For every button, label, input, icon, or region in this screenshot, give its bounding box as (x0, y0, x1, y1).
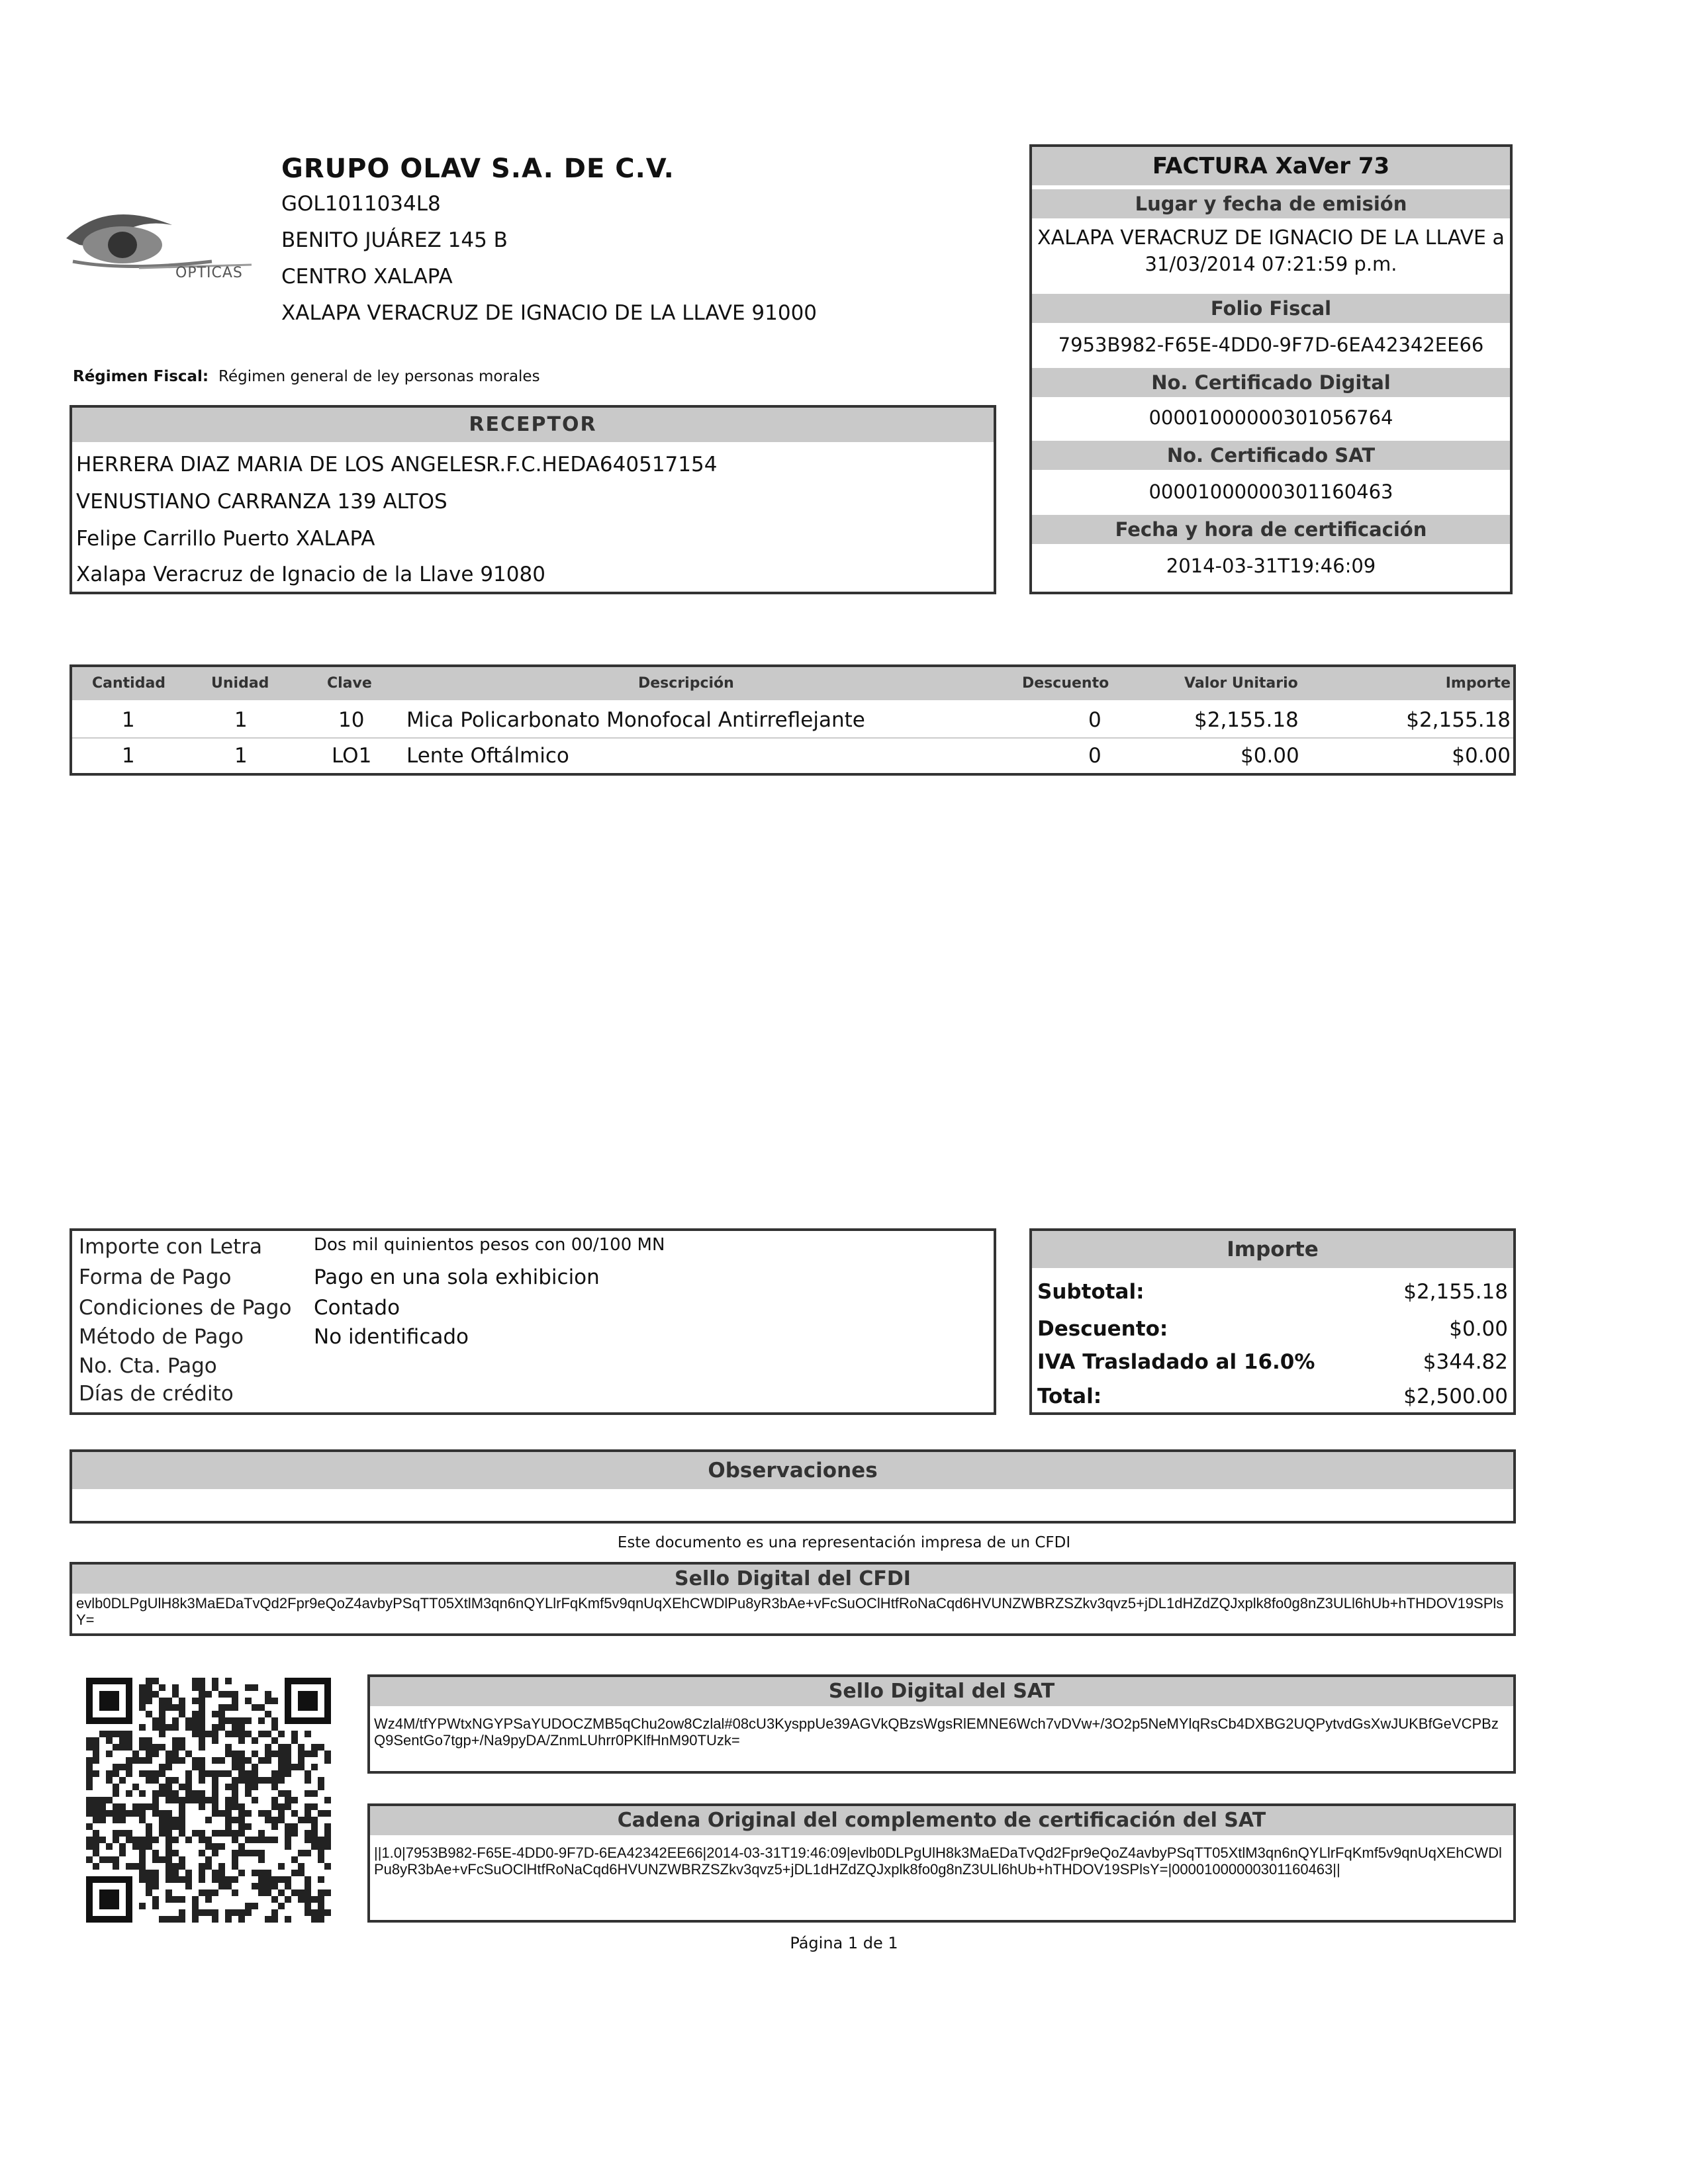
receptor-rfc: R.F.C.HEDA640517154 (486, 453, 718, 477)
descuento-label: Descuento: (1037, 1317, 1168, 1341)
metodo-label: Método de Pago (79, 1325, 244, 1349)
header-descripcion: Descripción (638, 675, 734, 692)
header-unidad: Unidad (211, 675, 269, 692)
cert-sat-label: No. Certificado SAT (1032, 441, 1510, 470)
importe-title: Importe (1032, 1231, 1513, 1268)
items-table (70, 664, 1516, 776)
fecha-cert-label: Fecha y hora de certificación (1032, 515, 1510, 544)
company-colony: CENTRO XALAPA (281, 265, 453, 289)
cert-digital-label: No. Certificado Digital (1032, 368, 1510, 397)
forma-value: Pago en una sola exhibicion (314, 1265, 600, 1289)
cadena-value: ||1.0|7953B982-F65E-4DD0-9F7D-6EA42342EE66|2014-03-31T19:46:09|evlb0DLPgUlH8k3MaEDaTvQd2Fpr9eQoZ4avbyPSqTT05XtlM3qn6nQYLlrFqKmf5v9qnUqXEhCWDlPu8yR3bAe+vFcSuOClHtfRoNaCqd6HVUNZWBRZSZkv3qvz5+jDL1dHZdZQJxplk8fo0g8nZ3ULl6hUb+hTHDOV19SPlsY=|00001000000301160463|| (374, 1844, 1502, 1878)
cadena-title: Cadena Original del complemento de certificación del SAT (370, 1806, 1513, 1835)
forma-label: Forma de Pago (79, 1265, 232, 1289)
cell-descripcion: Mica Policarbonato Monofocal Antirreflejante (406, 708, 865, 732)
receptor-title: RECEPTOR (72, 408, 994, 442)
lugar-line2: 31/03/2014 07:21:59 p.m. (1145, 253, 1397, 275)
company-name: GRUPO OLAV S.A. DE C.V. (281, 154, 675, 184)
payment-box (70, 1228, 996, 1415)
receptor-name: HERRERA DIAZ MARIA DE LOS ANGELES (76, 453, 487, 477)
header-cantidad: Cantidad (92, 675, 166, 692)
lugar-line1: XALAPA VERACRUZ DE IGNACIO DE LA LLAVE a (1037, 226, 1505, 250)
receptor-city: Xalapa Veracruz de Ignacio de la Llave 91080 (76, 563, 545, 586)
company-logo (60, 199, 258, 291)
sello-sat-value: Wz4M/tfYPWtxNGYPSaYUDOCZMB5qChu2ow8Czlal#08cU3KysppUe39AGVkQBzsWgsRlEMNE6Wch7vDVw+/3O2p5NeMYlqRsCb4DXBG2UQPytvdGsXwJUKBfGeVCPBzQ9SentGo7tgp+/Na9pyDA/ZnmLUhrr0PKlfHnM90TUzk= (374, 1715, 1499, 1749)
logo-caption: OPTICAS (175, 265, 243, 281)
receptor-street: VENUSTIANO CARRANZA 139 ALTOS (76, 490, 447, 514)
cert-sat-value: 00001000000301160463 (1149, 480, 1393, 503)
cfdi-note: Este documento es una representación impresa de un CFDI (617, 1534, 1071, 1551)
header-valor-unitario: Valor Unitario (1184, 675, 1298, 692)
folio-label: Folio Fiscal (1032, 294, 1510, 323)
total-label: Total: (1037, 1385, 1102, 1408)
cell-cantidad: 1 (122, 708, 135, 732)
total-value: $2,500.00 (1403, 1385, 1508, 1408)
metodo-value: No identificado (314, 1325, 469, 1349)
importe-box (1029, 1228, 1516, 1415)
receptor-colony: Felipe Carrillo Puerto XALAPA (76, 527, 375, 551)
cadena-box (367, 1803, 1516, 1923)
receptor-box (70, 405, 996, 594)
company-street: BENITO JUÁREZ 145 B (281, 228, 508, 252)
regimen-label: Régimen Fiscal: (73, 368, 209, 385)
dias-label: Días de crédito (79, 1382, 234, 1406)
condiciones-label: Condiciones de Pago (79, 1296, 292, 1320)
cell-unidad: 1 (234, 708, 248, 732)
cell-importe: $0.00 (1452, 744, 1511, 768)
sello-sat-title: Sello Digital del SAT (370, 1677, 1513, 1706)
sello-cfdi-value: evlb0DLPgUlH8k3MaEDaTvQd2Fpr9eQoZ4avbyPSqTT05XtlM3qn6nQYLlrFqKmf5v9qnUqXEhCWDlPu8yR3bAe+vFcSuOClHtfRoNaCqd6HVUNZWBRZSZkv3qvz5+jDL1dHZdZQJxplk8fo0g8nZ3ULl6hUb+hTHDOV19SPlsY= (76, 1595, 1504, 1628)
header-descuento: Descuento (1022, 675, 1109, 692)
descuento-value: $0.00 (1449, 1317, 1508, 1341)
iva-value: $344.82 (1423, 1350, 1508, 1374)
letra-label: Importe con Letra (79, 1235, 263, 1259)
cell-importe: $2,155.18 (1406, 708, 1511, 732)
header-clave: Clave (327, 675, 372, 692)
qr-code (86, 1678, 331, 1923)
cell-descripcion: Lente Oftálmico (406, 744, 569, 768)
sello-cfdi-title: Sello Digital del CFDI (72, 1565, 1513, 1594)
factura-box (1029, 144, 1513, 594)
condiciones-value: Contado (314, 1296, 400, 1320)
fecha-cert-value: 2014-03-31T19:46:09 (1166, 555, 1376, 577)
regimen-value: Régimen general de ley personas morales (218, 368, 540, 385)
cell-unidad: 1 (234, 744, 248, 768)
page-number: Página 1 de 1 (790, 1934, 898, 1952)
factura-title: FACTURA XaVer 73 (1032, 147, 1510, 185)
observaciones-box (70, 1449, 1516, 1524)
iva-label: IVA Trasladado al 16.0% (1037, 1350, 1315, 1374)
cell-descuento: 0 (1088, 708, 1102, 732)
row-divider (72, 737, 1513, 739)
cell-cantidad: 1 (122, 744, 135, 768)
observaciones-title: Observaciones (72, 1452, 1513, 1489)
folio-value: 7953B982-F65E-4DD0-9F7D-6EA42342EE66 (1058, 334, 1484, 356)
sello-sat-box (367, 1674, 1516, 1774)
company-city: XALAPA VERACRUZ DE IGNACIO DE LA LLAVE 91000 (281, 301, 818, 325)
qr-code-icon (86, 1678, 331, 1923)
items-header-row (72, 667, 1513, 700)
cell-descuento: 0 (1088, 744, 1102, 768)
company-rfc: GOL1011034L8 (281, 192, 441, 216)
cell-valor-unitario: $0.00 (1241, 744, 1299, 768)
cell-valor-unitario: $2,155.18 (1194, 708, 1299, 732)
letra-value: Dos mil quinientos pesos con 00/100 MN (314, 1235, 665, 1255)
header-importe: Importe (1445, 675, 1511, 692)
sello-cfdi-box (70, 1562, 1516, 1636)
cell-clave: 10 (338, 708, 365, 732)
cell-clave: LO1 (332, 744, 372, 768)
cuenta-label: No. Cta. Pago (79, 1354, 217, 1378)
cert-digital-value: 00001000000301056764 (1149, 406, 1393, 429)
subtotal-label: Subtotal: (1037, 1280, 1145, 1304)
lugar-label: Lugar y fecha de emisión (1032, 189, 1510, 218)
subtotal-value: $2,155.18 (1403, 1280, 1508, 1304)
